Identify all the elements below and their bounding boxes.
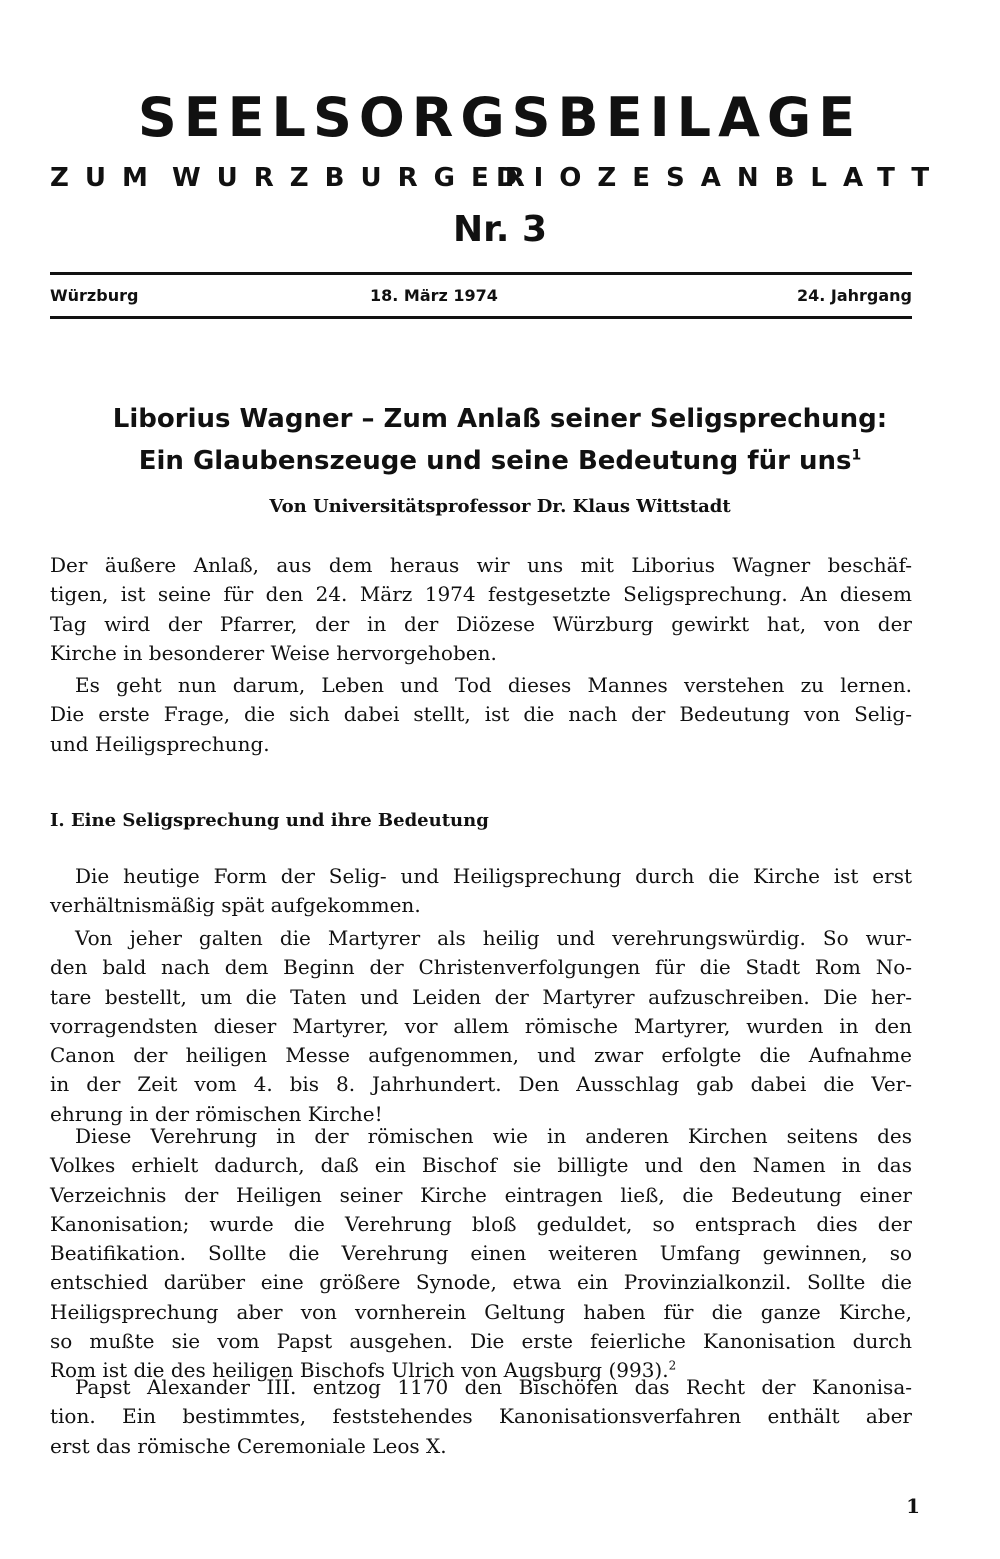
rule-bottom xyxy=(50,316,912,319)
text-line: Volkes erhielt dadurch, daß ein Bischof sie billigte und den Namen in das xyxy=(50,1153,912,1178)
text-line: und Heiligsprechung. xyxy=(50,731,270,756)
text-line-content: Rom ist die des heiligen Bischofs Ulrich von Augsburg (993). xyxy=(50,1358,669,1383)
section-paragraph-3 xyxy=(50,1122,912,1386)
section-paragraph-4 xyxy=(50,1373,912,1461)
article-title-text: Ein Glaubenszeuge und seine Bedeutung für uns xyxy=(138,446,852,476)
text-line: Papst Alexander III. entzog 1170 den Bischöfen das Recht der Kanonisa- xyxy=(75,1375,912,1399)
dateline-volume: 24. Jahrgang xyxy=(796,286,912,305)
text-line: Tag wird der Pfarrer, der in der Diözese Würzburg gewirkt hat, von der xyxy=(50,611,912,636)
text-line: tare bestellt, um die Taten und Leiden der Martyrer aufzuschreiben. Die her- xyxy=(50,984,912,1009)
text-line: entschied darüber eine größere Synode, etwa ein Provinzialkonzil. Sollte die xyxy=(50,1270,912,1295)
text-line: tion. Ein bestimmtes, feststehendes Kanonisationsverfahren enthält aber xyxy=(50,1404,912,1429)
masthead-title: SEELSORGSBEILAGE xyxy=(137,86,863,149)
text-line: Diese Verehrung in der römischen wie in anderen Kirchen seitens des xyxy=(75,1124,912,1148)
section-heading: I. Eine Seligsprechung und ihre Bedeutung xyxy=(50,810,489,831)
text-line: tigen, ist seine für den 24. März 1974 festgesetzte Seligsprechung. An diesem xyxy=(50,582,912,607)
text-line: Canon der heiligen Messe aufgenommen, und zwar erfolgte die Aufnahme xyxy=(50,1043,912,1068)
text-line: in der Zeit vom 4. bis 8. Jahrhundert. Den Ausschlag gab dabei die Ver- xyxy=(50,1072,912,1097)
text-line: Die heutige Form der Selig- und Heiligsprechung durch die Kirche ist erst xyxy=(75,864,912,888)
text-line: Kanonisation; wurde die Verehrung bloß geduldet, so entsprach dies der xyxy=(50,1211,912,1236)
text-line: erst das römische Ceremoniale Leos X. xyxy=(50,1433,447,1458)
issue-number: Nr. 3 xyxy=(452,209,547,250)
text-line: verhältnismäßig spät aufgekommen. xyxy=(50,893,421,918)
text-line: vorragendsten dieser Martyrer, vor allem römische Martyrer, wurden in den xyxy=(50,1013,912,1038)
text-line: Von jeher galten die Martyrer als heilig und verehrungswürdig. So wur- xyxy=(75,926,912,950)
text-line: Kirche in besonderer Weise hervorgehoben. xyxy=(50,640,497,665)
masthead-subtitle-word: ZUM xyxy=(50,163,164,193)
text-line: Heiligsprechung aber von vornherein Geltung haben für die ganze Kirche, xyxy=(50,1299,912,1324)
dateline-place: Würzburg xyxy=(50,286,139,305)
section-paragraph-2 xyxy=(50,924,912,1129)
text-line: so mußte sie vom Papst ausgehen. Die erste feierliche Kanonisation durch xyxy=(50,1329,912,1354)
article-title-line: Liborius Wagner – Zum Anlaß seiner Seligsprechung: xyxy=(112,404,888,434)
rule-top xyxy=(50,272,912,275)
text-line: ehrung in der römischen Kirche! xyxy=(50,1101,383,1126)
section-paragraph-1 xyxy=(50,862,912,921)
intro-paragraph-2 xyxy=(50,671,912,759)
masthead-subtitle-word: DIOZESANBLATT xyxy=(496,163,946,193)
text-line: Es geht nun darum, Leben und Tod dieses Mannes verstehen zu lernen. xyxy=(75,673,912,697)
footnote-ref: 1 xyxy=(851,447,862,464)
text-line: Die erste Frage, die sich dabei stellt, ist die nach der Bedeutung von Selig- xyxy=(50,702,912,727)
masthead-subtitle-word: WURZBURGER xyxy=(172,163,541,193)
dateline xyxy=(50,284,912,308)
dateline-date: 18. März 1974 xyxy=(370,286,498,305)
text-line: Verzeichnis der Heiligen seiner Kirche eintragen ließ, die Bedeutung einer xyxy=(50,1182,912,1207)
article-title-line xyxy=(0,440,1000,482)
intro-paragraph-1 xyxy=(50,551,912,668)
text-line: den bald nach dem Beginn der Christenverfolgungen für die Stadt Rom No- xyxy=(50,955,912,980)
text-line: Der äußere Anlaß, aus dem heraus wir uns mit Liborius Wagner beschäf- xyxy=(50,553,912,577)
article-author: Von Universitätsprofessor Dr. Klaus Wittstadt xyxy=(269,496,731,517)
footnote-ref: 2 xyxy=(668,1358,677,1373)
text-line: Beatifikation. Sollte die Verehrung einen weiteren Umfang gewinnen, so xyxy=(50,1241,912,1266)
page-number: 1 xyxy=(906,1494,920,1518)
article-title xyxy=(0,398,1000,482)
